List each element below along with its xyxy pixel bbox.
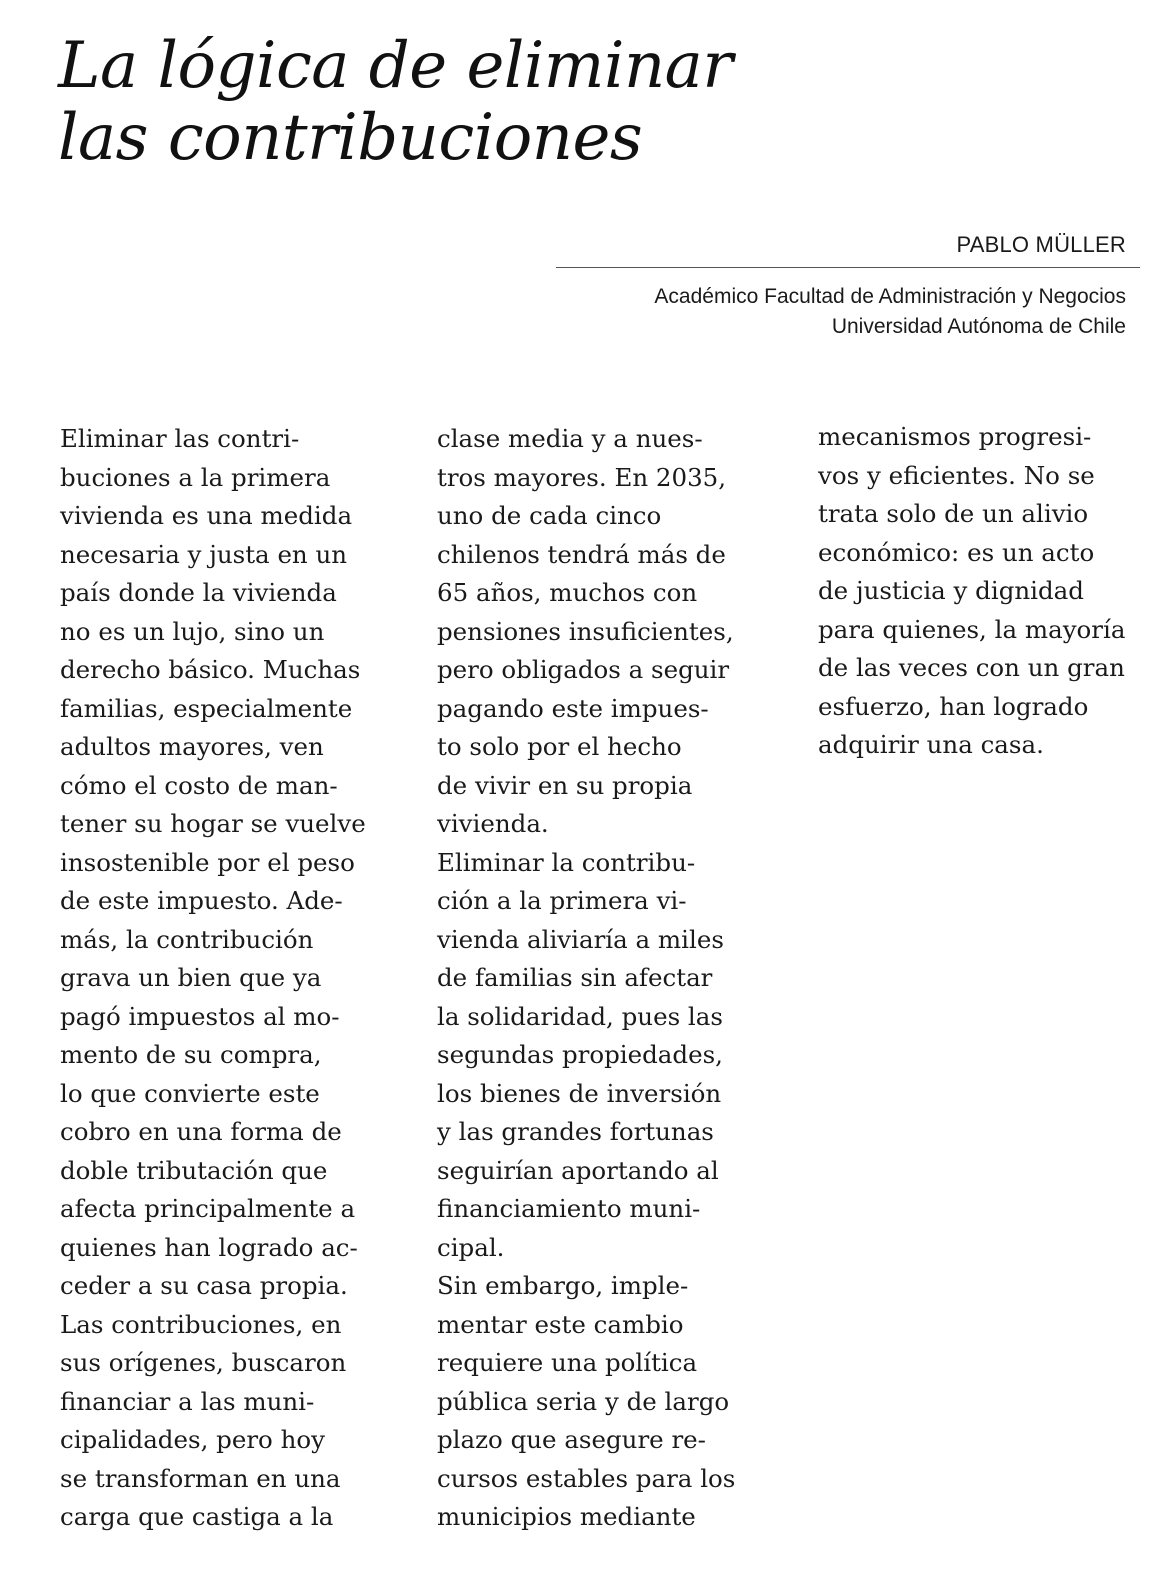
body-text-line: sus orígenes, buscaron [60, 1348, 347, 1377]
author-name: PABLO MÜLLER [956, 232, 1126, 257]
body-text-line: requiere una política [437, 1348, 698, 1377]
body-text-line: vivienda. [437, 809, 549, 838]
affiliation-line: Universidad Autónoma de Chile [831, 315, 1126, 338]
body-text-line: adultos mayores, ven [60, 732, 324, 761]
body-text-line: pública seria y de largo [437, 1386, 730, 1416]
body-text-line: uno de cada cinco [437, 501, 662, 530]
body-text-line: mecanismos progresi- [818, 422, 1092, 451]
body-text-line: mentar este cambio [437, 1309, 684, 1339]
body-text-line: cobro en una forma de [60, 1117, 342, 1146]
body-text-line: económico: es un acto [818, 537, 1095, 567]
body-text-line: quienes han logrado ac- [60, 1232, 358, 1262]
body-text-line: doble tributación que [60, 1155, 328, 1185]
byline-divider [556, 267, 1140, 268]
body-text-line: de familias sin afectar [437, 963, 713, 992]
body-text-line: segundas propiedades, [437, 1040, 723, 1069]
body-text-line: cipalidades, pero hoy [60, 1425, 325, 1454]
body-text-line: necesaria y justa en un [60, 539, 348, 569]
body-text-line: los bienes de inversión [437, 1078, 722, 1108]
body-text-line: mento de su compra, [60, 1040, 322, 1069]
body-text-line: Eliminar las contri- [60, 424, 300, 453]
body-text-line: 65 años, muchos con [437, 578, 698, 607]
body-text-line: adquirir una casa. [818, 730, 1044, 759]
title-line: las contribuciones [58, 101, 643, 175]
body-text-line: vos y eficientes. No se [818, 460, 1095, 490]
article-title [58, 30, 732, 174]
body-text-line: para quienes, la mayoría [818, 614, 1126, 644]
body-text-line: de justicia y dignidad [818, 576, 1084, 605]
body-text-line: insostenible por el peso [60, 847, 355, 877]
body-text-line: de este impuesto. Ade- [60, 886, 343, 915]
body-text-line: lo que convierte este [60, 1078, 320, 1108]
body-text-line: municipios mediante [437, 1502, 696, 1531]
body-text-line: financiamiento muni- [437, 1194, 701, 1223]
body-text-line: derecho básico. Muchas [60, 655, 361, 684]
body-text-line: Las contribuciones, en [60, 1309, 342, 1339]
body-text-line: pagó impuestos al mo- [60, 1001, 340, 1031]
body-text-line: seguirían aportando al [437, 1155, 719, 1185]
body-text-line: de las veces con un gran [818, 653, 1125, 682]
body-text-line: grava un bien que ya [60, 963, 322, 992]
body-text-line: más, la contribución [60, 924, 314, 954]
body-text-line: pensiones insuficientes, [437, 616, 734, 646]
body-text-line: clase media y a nues- [437, 424, 703, 453]
body-text-line: cómo el costo de man- [60, 770, 338, 800]
body-text-line: ceder a su casa propia. [60, 1271, 348, 1300]
body-text-line: afecta principalmente a [60, 1194, 356, 1223]
body-text-line: cursos estables para los [437, 1463, 736, 1493]
body-text-line: trata solo de un alivio [818, 499, 1089, 528]
body-text-line: vienda aliviaría a miles [437, 924, 724, 954]
body-text-line: cipal. [437, 1232, 505, 1262]
body-text-line: buciones a la primera [60, 462, 331, 492]
body-text-line: to solo por el hecho [437, 732, 682, 761]
body-text-line: tener su hogar se vuelve [60, 809, 366, 838]
body-text-line: ción a la primera vi- [437, 886, 687, 915]
body-text-line: Eliminar la contribu- [437, 847, 696, 877]
article-column-2 [437, 420, 735, 1537]
body-text-line: se transforman en una [60, 1463, 341, 1493]
author-affiliation [654, 282, 1126, 342]
body-text-line: vivienda es una medida [60, 501, 353, 530]
body-text-line: familias, especialmente [60, 693, 353, 723]
body-text-line: plazo que asegure re- [437, 1425, 706, 1454]
body-text-line: y las grandes fortunas [437, 1117, 714, 1146]
body-text-line: país donde la vivienda [60, 578, 337, 607]
article-column-1 [60, 420, 366, 1537]
body-text-line: pero obligados a seguir [437, 655, 730, 684]
body-text-line: de vivir en su propia [437, 770, 693, 800]
body-text-line: pagando este impues- [437, 693, 709, 723]
body-text-line: chilenos tendrá más de [437, 539, 726, 569]
affiliation-line: Académico Facultad de Administración y Negocios [654, 285, 1126, 308]
body-text-line: financiar a las muni- [60, 1386, 315, 1416]
body-text-line: tros mayores. En 2035, [437, 462, 727, 492]
title-line: La lógica de eliminar [58, 29, 733, 103]
body-text-line: esfuerzo, han logrado [818, 691, 1089, 721]
body-text-line: la solidaridad, pues las [437, 1001, 723, 1031]
body-text-line: carga que castiga a la [60, 1502, 334, 1531]
body-text-line: no es un lujo, sino un [60, 616, 325, 646]
article-column-3 [818, 418, 1125, 765]
body-text-line: Sin embargo, imple- [437, 1271, 689, 1300]
